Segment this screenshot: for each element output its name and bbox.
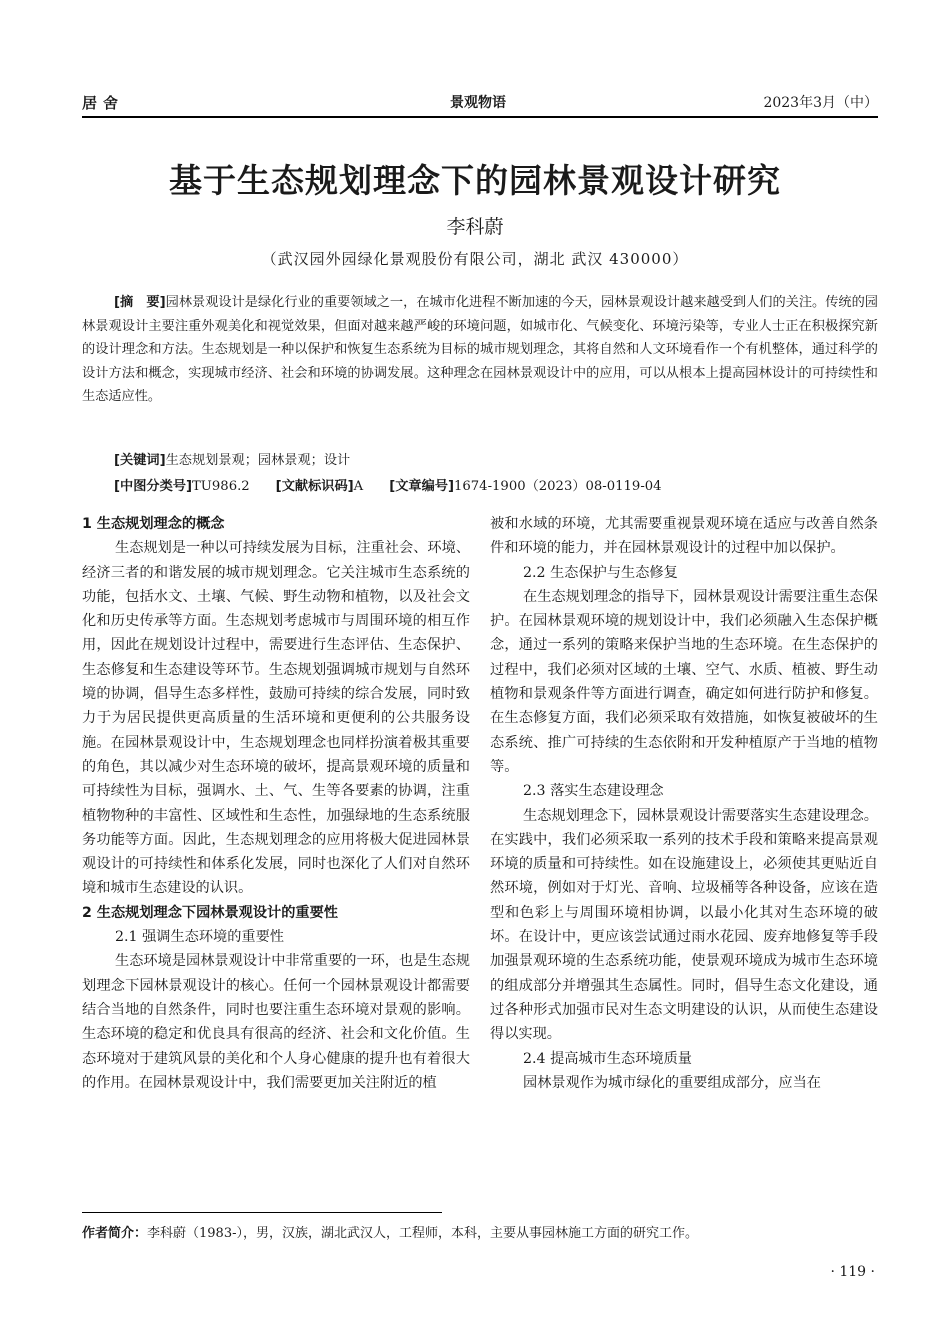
- paragraph: 园林景观作为城市绿化的重要组成部分，应当在: [523, 1074, 821, 1091]
- doc-code-value: A: [353, 479, 364, 494]
- footnote-label: 作者简介：: [82, 1226, 148, 1241]
- keywords: [114, 449, 350, 468]
- doc-code-label: [文献标识码]: [275, 479, 354, 494]
- footnote-text: 李科蔚（1983-），男，汉族，湖北武汉人，工程师，本科，主要从事园林施工方面的研究工作。: [147, 1226, 698, 1241]
- section-heading: 2 生态规划理念下园林景观设计的重要性: [82, 904, 338, 921]
- paragraph: 生态规划是一种以可持续发展为目标，注重社会、环境、经济三者的和谐发展的城市规划理念。它关注城市生态系统的功能，包括水文、土壤、气候、野生动物和植物，以及社会文化和历史传承等方面。生态规划考虑城市与周围环境的相互作用，因此在规划设计过程中，需要进行生态评估、生态保护、生态修复和生态建设等环节。生态规划强调城市规划与自然环境的协调，倡导生态多样性，鼓励可持续的综合发展，同时致力于为居民提供更高质量的生活环境和更便利的公共服务设施。在园林景观设计中，生态规划理念也同样扮演着极其重要的角色，其以减少对生态环境的破坏，提高景观环境的质量和可持续性为目标，强调水、土、气、生等各要素的协调，注重植物物种的丰富性、区域性和生态性，加强绿地的生态系统服务功能等方面。因此，生态规划理念的应用将极大促进园林景观设计的可持续性和体系化发展，同时也深化了人们对自然环境和城市生态建设的认识。: [82, 540, 470, 897]
- subsection-heading: 2.3 落实生态建设理念: [523, 783, 664, 800]
- footnote-rule: [82, 1212, 442, 1213]
- page-number: · 119 ·: [830, 1264, 875, 1280]
- subsection-heading: 2.4 提高城市生态环境质量: [523, 1050, 692, 1067]
- abstract-label: [摘 要]: [114, 295, 166, 310]
- subsection-heading: 2.1 强调生态环境的重要性: [115, 929, 284, 946]
- paragraph: 在生态规划理念的指导下，园林景观设计需要注重生态保护。在园林景观环境的规划设计中，我们必须融入生态保护概念，通过一系列的策略来保护当地的生态环境。在生态保护的过程中，我们必须对区域的土壤、空气、水质、植被、野生动植物和景观条件等方面进行调查，确定如何进行防护和修复。在生态修复方面，我们必须采取有效措施，如恢复被破坏的生态系统、推广可持续的生态依附和开发种植原产于当地的植物等。: [490, 588, 878, 775]
- header-rule: [82, 116, 878, 118]
- keywords-text: 生态规划景观；园林景观；设计: [165, 453, 351, 468]
- body-column-left: [82, 512, 470, 1095]
- abstract: [82, 291, 878, 409]
- paragraph-continued: 被和水域的环境，尤其需要重视景观环境在适应与改善自然条件和环境的能力，并在园林景观设计的过程中加以保护。: [490, 516, 878, 557]
- issue-date: 2023年3月（中）: [763, 95, 878, 111]
- author-name: 李科蔚: [446, 216, 504, 238]
- running-header: [82, 92, 878, 116]
- body-column-right: [490, 512, 878, 1095]
- author-footnote: [82, 1222, 698, 1241]
- article-number-value: 1674-1900（2023）08-0119-04: [454, 479, 662, 494]
- journal-name: 居舍: [82, 94, 125, 112]
- paragraph: 生态环境是园林景观设计中非常重要的一环，也是生态规划理念下园林景观设计的核心。任何一个园林景观设计都需要结合当地的自然条件，同时也要注重生态环境对景观的影响。生态环境的稳定和优良具有很高的经济、社会和文化价值。生态环境对于建筑风景的美化和个人身心健康的提升也有着很大的作用。在园林景观设计中，我们需要更加关注附近的植: [82, 953, 470, 1091]
- affiliation: （武汉园外园绿化景观股份有限公司，湖北 武汉 430000）: [261, 250, 689, 268]
- keywords-label: [关键词]: [114, 453, 166, 468]
- clc-label: [中图分类号]: [114, 479, 192, 494]
- article-number-label: [文章编号]: [389, 479, 455, 494]
- classification-line: [114, 475, 662, 494]
- subsection-heading: 2.2 生态保护与生态修复: [523, 564, 678, 581]
- paragraph: 生态规划理念下，园林景观设计需要落实生态建设理念。在实践中，我们必须采取一系列的技术手段和策略来提高景观环境的质量和可持续性。如在设施建设上，必须使其更贴近自然环境，例如对于灯光、音响、垃圾桶等各种设备，应该在造型和色彩上与周围环境相协调，以最小化其对生态环境的破坏。在设计中，更应该尝试通过雨水花园、废弃地修复等手段加强景观环境的生态系统功能，使景观环境成为城市生态环境的组成部分并增强其生态属性。同时，倡导生态文化建设，通过各种形式加强市民对生态文明建设的认识，从而使生态建设得以实现。: [490, 807, 878, 1043]
- paper-title: 基于生态规划理念下的园林景观设计研究: [169, 161, 781, 200]
- section-name: 景观物语: [450, 95, 506, 111]
- clc-value: TU986.2: [192, 479, 250, 494]
- section-heading: 1 生态规划理念的概念: [82, 516, 225, 532]
- abstract-text: 园林景观设计是绿化行业的重要领域之一，在城市化进程不断加速的今天，园林景观设计越来越受到人们的关注。传统的园林景观设计主要注重外观美化和视觉效果，但面对越来越严峻的环境问题，如城市化、气候变化、环境污染等，专业人士正在积极探究新的设计理念和方法。生态规划是一种以保护和恢复生态系统为目标的城市规划理念，其将自然和人文环境看作一个有机整体，通过科学的设计方法和概念，实现城市经济、社会和环境的协调发展。这种理念在园林景观设计中的应用，可以从根本上提高园林设计的可持续性和生态适应性。: [82, 295, 878, 405]
